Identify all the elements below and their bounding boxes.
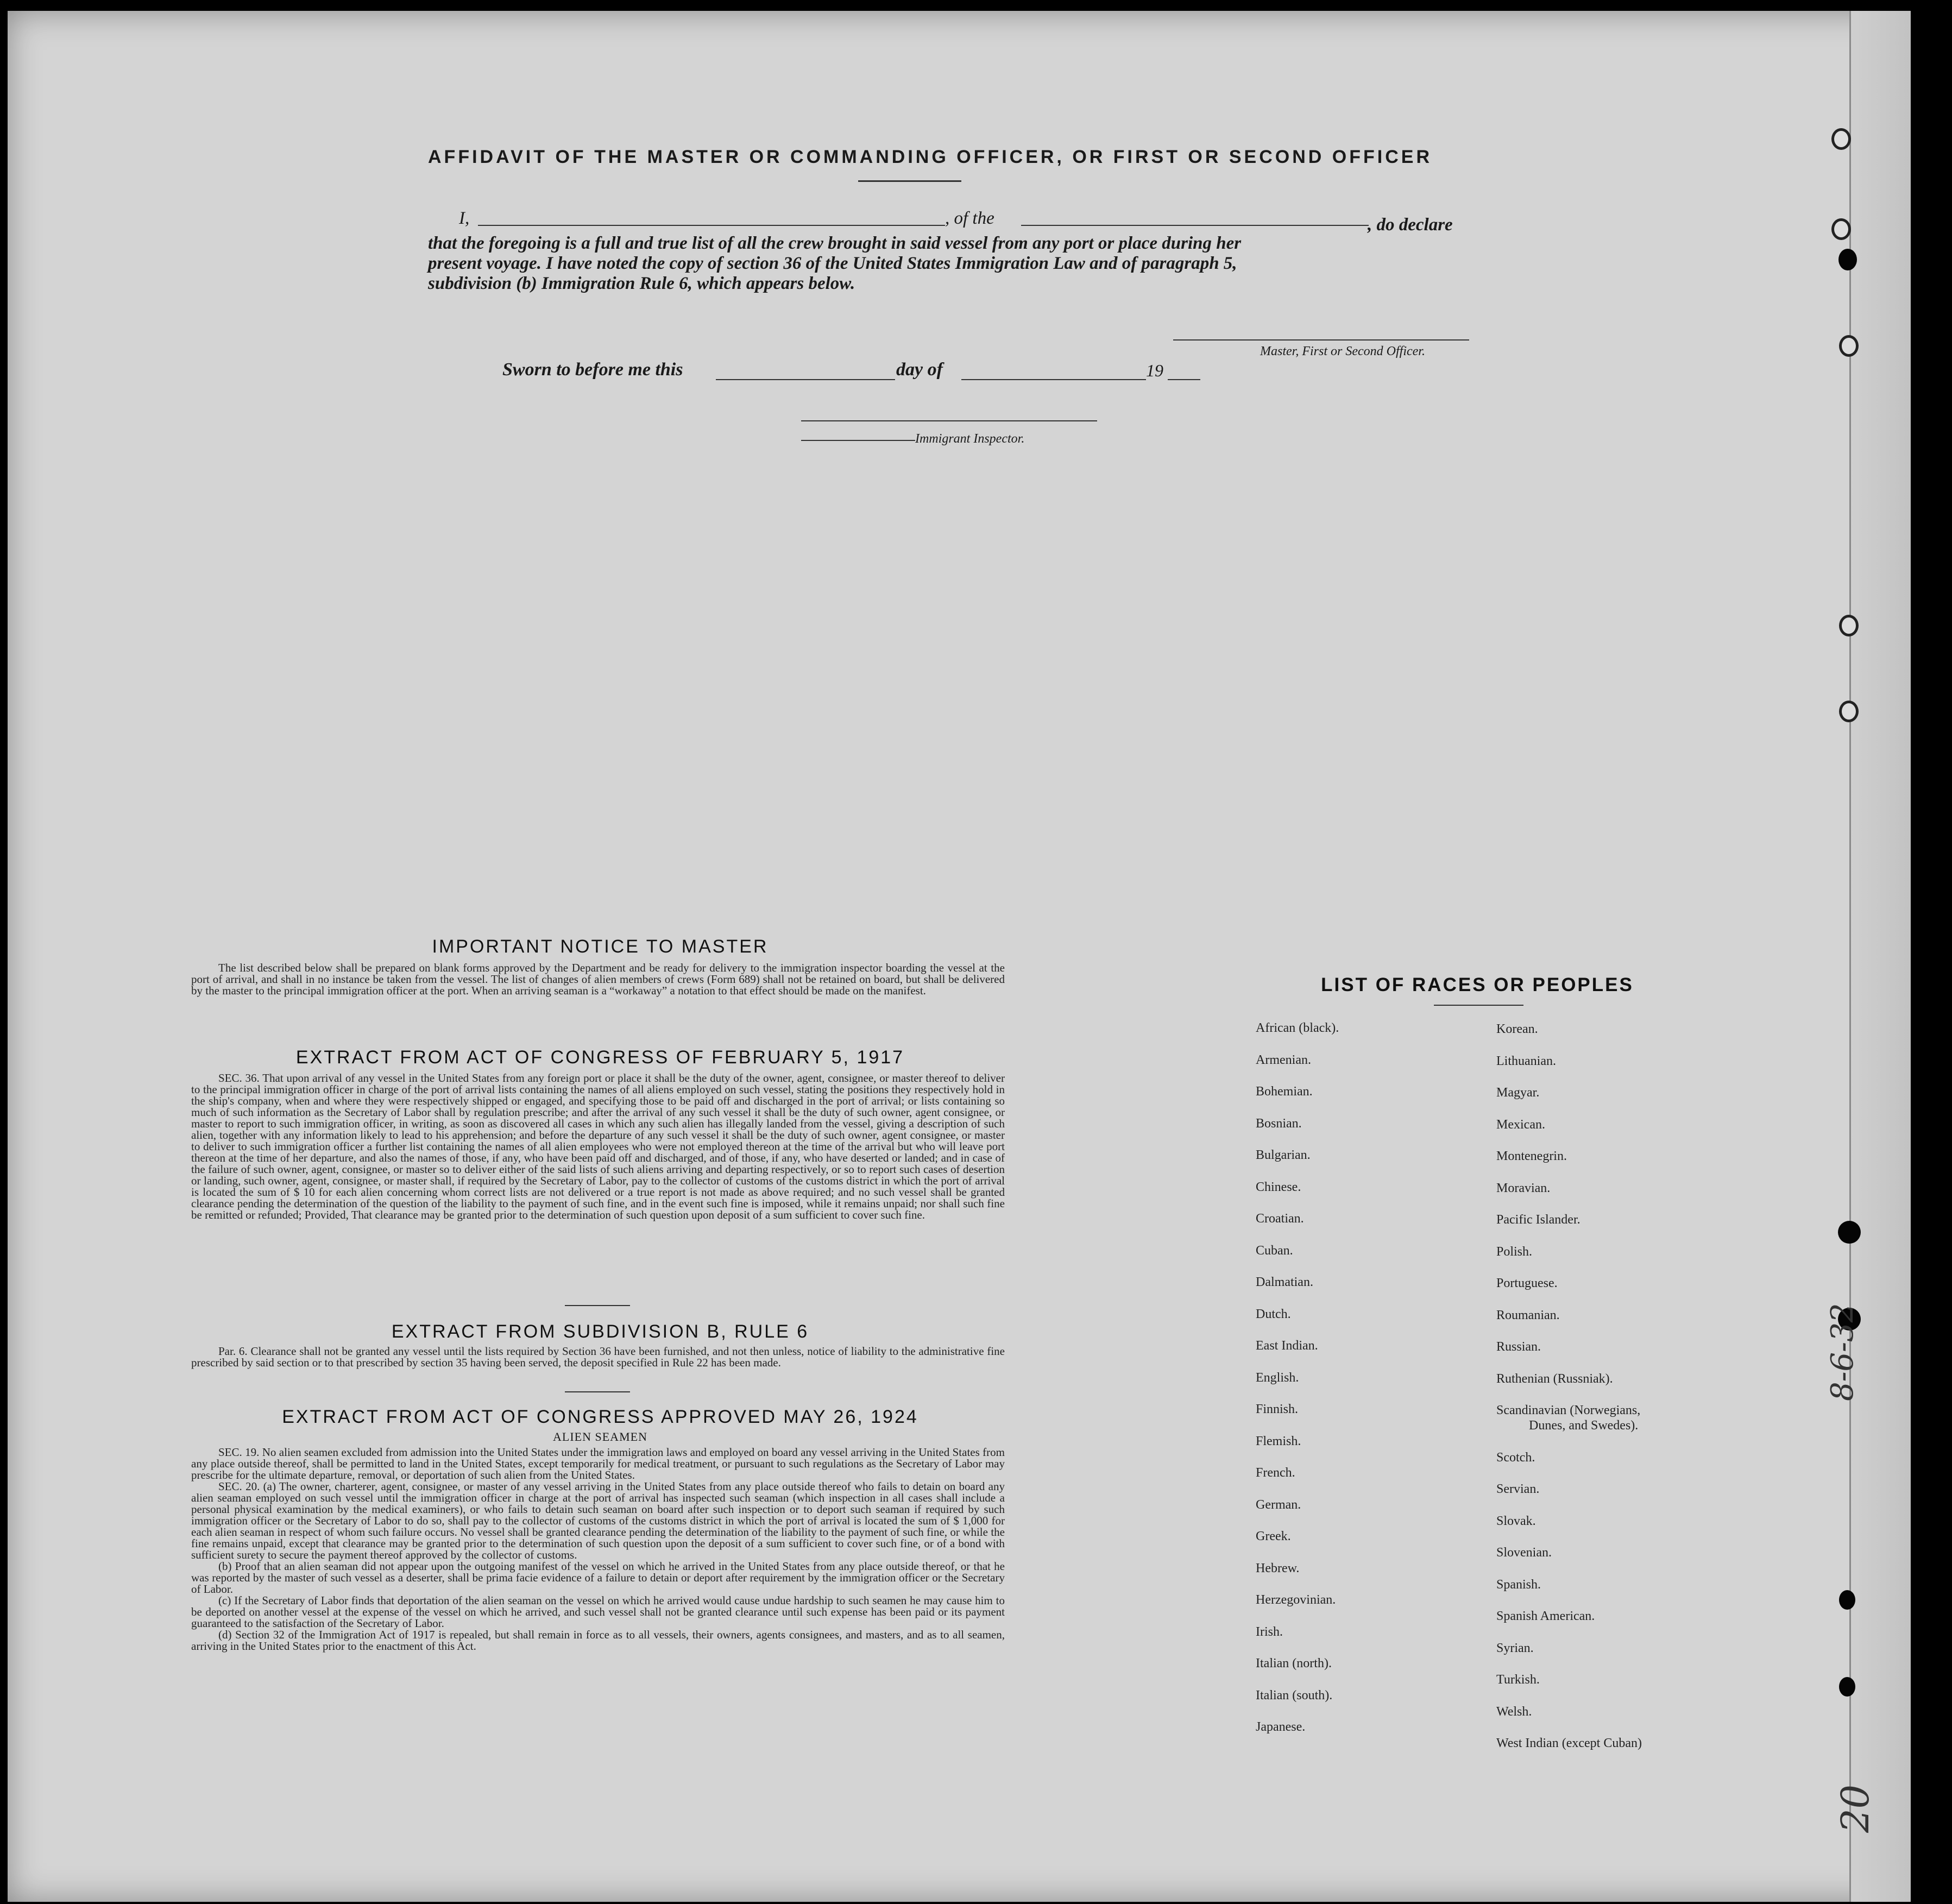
affidavit-of-the: , of the bbox=[945, 209, 994, 228]
extract-rule6-body bbox=[191, 1346, 1005, 1369]
punch-hole bbox=[1839, 1677, 1855, 1697]
race-item: Hebrew. bbox=[1256, 1561, 1300, 1575]
inspector-caption: Immigrant Inspector. bbox=[915, 432, 1025, 446]
race-item: Bulgarian. bbox=[1256, 1148, 1311, 1162]
race-item: Magyar. bbox=[1496, 1086, 1540, 1100]
sec20c-text: (c) If the Secretary of Labor finds that deportation of the alien seaman on the vessel on which he arrived would cause undue hardship to such seamen he may cause him to be deported on another vessel at the expense of the vessel on which he arrived, and such vessel shall not be granted clearance until such expense has been paid or its payment guaranteed to the satisfaction of the Secretary of Labor. bbox=[191, 1594, 1005, 1630]
race-item: Greek. bbox=[1256, 1529, 1291, 1543]
race-item: Spanish. bbox=[1496, 1577, 1541, 1592]
race-item: Dalmatian. bbox=[1256, 1275, 1313, 1289]
binder-hole bbox=[1831, 128, 1851, 150]
affidavit-do-declare: , do declare bbox=[1368, 215, 1453, 235]
sworn-year-field[interactable] bbox=[1168, 379, 1200, 380]
race-item: Ruthenian (Russniak). bbox=[1496, 1371, 1613, 1386]
race-item: Herzegovinian. bbox=[1256, 1593, 1336, 1607]
race-item: Roumanian. bbox=[1496, 1308, 1560, 1322]
race-item: Syrian. bbox=[1496, 1641, 1534, 1655]
affidavit-i-label: I, bbox=[459, 209, 470, 228]
notice-body bbox=[191, 962, 1005, 997]
sec20a-text: SEC. 20. (a) The owner, charterer, agent, consignee, or master of any vessel arriving in the United States from any place outside thereof who fails to detain on board any alien seaman employed on such vessel until the immigration officer in charge at the port of arrival has inspected such seaman (which inspection in all cases shall include a personal physical examination by the medical examiners), or who fails to detain such seaman on board after such inspection or to deport such seaman if required by such immigration officer or the Secretary of Labor to do so, shall pay to the collector of customs of the customs district in which the port of arrival is located the sum of $ 1,000 for each alien seaman in respect of whom such failure occurs. No vessel shall be granted clearance pending the determination of the liability to the payment of such fine, or while the fine remains unpaid, except that clearance may be granted prior to the determination of such question upon the deposit of a sum sufficient to cover such fine, or of a bond with sufficient surety to secure the payment thereof approved by the collector of customs. bbox=[191, 1480, 1005, 1561]
margin-note: 8-6-32 bbox=[1825, 1303, 1860, 1401]
sworn-label: Sworn to before me this bbox=[502, 360, 683, 380]
race-item: Japanese. bbox=[1256, 1720, 1306, 1734]
year-prefix: 19 bbox=[1146, 361, 1163, 380]
title-underline bbox=[858, 180, 961, 182]
race-item: Spanish American. bbox=[1496, 1609, 1595, 1623]
race-item: Dunes, and Swedes). bbox=[1529, 1418, 1639, 1433]
race-item: Lithuanian. bbox=[1496, 1054, 1556, 1068]
extract-rule6-title: EXTRACT FROM SUBDIVISION B, RULE 6 bbox=[391, 1321, 809, 1342]
sworn-day-field[interactable] bbox=[716, 379, 895, 380]
extract-rule6-text: Par. 6. Clearance shall not be granted any vessel until the lists required by Section 36 have been furnished, and not then unless, notice of liability to the administrative fine prescribed by said section or to that prescribed by section 35 having been served, the deposit specified in Rule 22 has been made. bbox=[191, 1345, 1005, 1369]
inspector-signature-field[interactable] bbox=[801, 420, 1097, 421]
notice-text: The list described below shall be prepared on blank forms approved by the Department and be ready for delivery to the immigration inspector boarding the vessel at the port of arrival, and shall in no instance be taken from the vessel. The list of changes of alien members of crews (Form 689) shall not be retained on board, but shall be delivered by the master to the principal immigration officer at the port. When an arriving seaman is a “workaway” a notation to that effect should be made on the manifest. bbox=[191, 961, 1005, 997]
race-item: Pacific Islander. bbox=[1496, 1213, 1581, 1227]
race-item: Polish. bbox=[1496, 1244, 1533, 1259]
race-item: Bosnian. bbox=[1256, 1116, 1302, 1131]
race-item: Montenegrin. bbox=[1496, 1149, 1567, 1163]
affidavit-line-4: subdivision (b) Immigration Rule 6, which appears below. bbox=[428, 274, 855, 293]
race-item: Flemish. bbox=[1256, 1434, 1301, 1448]
race-item: Croatian. bbox=[1256, 1212, 1304, 1226]
race-item: Russian. bbox=[1496, 1340, 1541, 1354]
extract-1917-text: SEC. 36. That upon arrival of any vessel in the United States from any foreign port or place it shall be the duty of the owner, agent, consignee, or master thereof to deliver to the principal immigration officer in charge of the port of arrival lists containing the names of all aliens employed on such vessel, stating the positions they respectively hold in the ship's company, when and where they were respectively shipped or engaged, and specifying those to be paid off and discharged in the port of arrival; or lists containing so much of such information as the Secretary of Labor shall by regulation prescribe; and after the arrival of any such vessel it shall be the duty of such owner, agent consignee, or master to report to such immigration officer, in writing, as soon as discovered all cases in which any such alien has illegally landed from the vessel, giving a description of such alien, together with any information likely to lead to his apprehension; and before the departure of any such vessel it shall be the duty of such owner, agent consignee, or master to deliver to such immigration officer a further list containing the names of all alien employees who were not employed thereon at the time of the arrival but who will leave port thereon at the time of her departure, and also the names of those, if any, who have been paid off and discharged, and of those, if any, who have deserted or landed; and in case of the failure of such owner, agent, consignee, or master so to deliver either of the said lists of such aliens arriving and departing respectively, or so to report such cases of desertion or landing, such owner, agent, consignee, or master shall, if required by the Secretary of Labor, pay to the collector of customs of the customs district in which the port of arrival is located the sum of $ 10 for each alien concerning whom correct lists are not delivered or a true report is not made as above required; and no such vessel shall be granted clearance pending the determination of the question of the liability to the payment of such fine, and in the event such fine is imposed, while it remains unpaid; nor shall such fine be remitted or refunded; Provided, That clearance may be granted prior to the determination of such question upon deposit of a sum sufficient to cover such fine. bbox=[191, 1071, 1005, 1221]
sworn-month-field[interactable] bbox=[961, 379, 1146, 380]
extract-1917-body bbox=[191, 1073, 1005, 1221]
affidavit-line-2: that the foregoing is a full and true list of all the crew brought in said vessel from any port or place during her bbox=[428, 234, 1242, 253]
punch-hole bbox=[1838, 249, 1857, 270]
race-item: Scandinavian (Norwegians, bbox=[1496, 1403, 1641, 1417]
binder-hole bbox=[1839, 335, 1859, 357]
race-item: Moravian. bbox=[1496, 1181, 1551, 1195]
race-item: English. bbox=[1256, 1370, 1299, 1385]
race-item: Cuban. bbox=[1256, 1243, 1293, 1258]
sec19-text: SEC. 19. No alien seamen excluded from admission into the United States under the immigration laws and employed on board any vessel arriving in the United States from any place outside thereof, shall be permitted to land in the United States, except temporarily for medical treatment, or pursuant to such regulations as the Secretary of Labor may prescribe for the ultimate departure, removal, or deportation of such alien from the United States. bbox=[191, 1446, 1005, 1481]
sec20b-text: (b) Proof that an alien seaman did not appear upon the outgoing manifest of the vessel on which he arrived in the United States from any place outside thereof, or that he was reported by the master of such vessel as a deserter, shall be prima facie evidence of a failure to detain or deport after requirement by the immigration officer or the Secretary of Labor. bbox=[191, 1560, 1005, 1596]
binder-hole bbox=[1839, 615, 1859, 636]
extract-1924-body bbox=[191, 1447, 1005, 1652]
punch-hole bbox=[1839, 1590, 1855, 1610]
master-signature-field[interactable] bbox=[1173, 339, 1469, 341]
divider bbox=[565, 1391, 630, 1392]
races-title-underline bbox=[1434, 1005, 1523, 1006]
binder-hole bbox=[1831, 218, 1851, 240]
race-item: Finnish. bbox=[1256, 1402, 1299, 1416]
binder-hole bbox=[1839, 701, 1859, 722]
race-item: Irish. bbox=[1256, 1624, 1283, 1639]
race-item: Italian (south). bbox=[1256, 1688, 1333, 1703]
position-field-extra bbox=[1331, 225, 1369, 226]
day-of-label: day of bbox=[896, 360, 943, 380]
race-item: Slovenian. bbox=[1496, 1546, 1552, 1560]
race-item: East Indian. bbox=[1256, 1339, 1318, 1353]
notice-title: IMPORTANT NOTICE TO MASTER bbox=[432, 936, 769, 957]
name-field[interactable] bbox=[478, 225, 945, 226]
race-item: Slovak. bbox=[1496, 1514, 1536, 1528]
race-item: Mexican. bbox=[1496, 1117, 1545, 1132]
race-item: Italian (north). bbox=[1256, 1656, 1332, 1670]
race-item: Servian. bbox=[1496, 1482, 1540, 1496]
races-title: LIST OF RACES OR PEOPLES bbox=[1321, 974, 1634, 995]
race-item: Scotch. bbox=[1496, 1450, 1535, 1465]
affidavit-line-3: present voyage. I have noted the copy of section 36 of the United States Immigration Law and of paragraph 5, bbox=[428, 254, 1237, 273]
race-item: Korean. bbox=[1496, 1022, 1538, 1036]
extract-1917-title: EXTRACT FROM ACT OF CONGRESS OF FEBRUARY 5, 1917 bbox=[295, 1047, 905, 1068]
corner-number: 20 bbox=[1833, 1784, 1878, 1833]
inspector-line-lead bbox=[801, 440, 915, 441]
sec20d-text: (d) Section 32 of the Immigration Act of 1917 is repealed, but shall remain in force as to all vessels, their owners, agents consignees, and masters, and as to all seamen, arriving in the United States prior to the enactment of this Act. bbox=[191, 1628, 1005, 1653]
master-caption: Master, First or Second Officer. bbox=[1260, 344, 1425, 358]
sheet-right-edge bbox=[1849, 11, 1911, 1902]
affidavit-title: AFFIDAVIT OF THE MASTER OR COMMANDING OFFICER, OR FIRST OR SECOND OFFICER bbox=[428, 147, 1432, 167]
race-item: Bohemian. bbox=[1256, 1085, 1313, 1099]
race-item: Turkish. bbox=[1496, 1673, 1540, 1687]
race-item: Chinese. bbox=[1256, 1180, 1301, 1194]
race-item: French. bbox=[1256, 1466, 1295, 1480]
race-item: Dutch. bbox=[1256, 1307, 1291, 1321]
extract-1924-title: EXTRACT FROM ACT OF CONGRESS APPROVED MAY 26, 1924 bbox=[282, 1407, 918, 1427]
punch-hole bbox=[1838, 1221, 1861, 1244]
race-item: Portuguese. bbox=[1496, 1276, 1558, 1290]
position-field[interactable] bbox=[1021, 225, 1369, 226]
race-item: Welsh. bbox=[1496, 1704, 1532, 1719]
race-item: West Indian (except Cuban) bbox=[1496, 1736, 1642, 1750]
race-item: German. bbox=[1256, 1497, 1301, 1512]
extract-1924-subtitle: ALIEN SEAMEN bbox=[553, 1430, 647, 1443]
divider bbox=[565, 1305, 630, 1306]
race-item: African (black). bbox=[1256, 1021, 1339, 1035]
race-item: Armenian. bbox=[1256, 1052, 1311, 1067]
